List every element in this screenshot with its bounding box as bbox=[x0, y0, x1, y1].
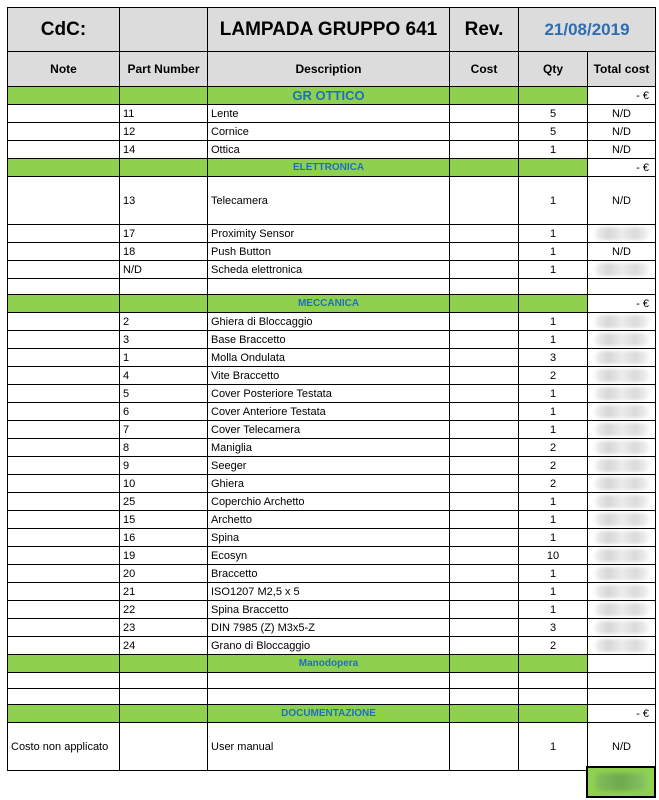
section-cell bbox=[519, 159, 588, 177]
total-cell bbox=[588, 349, 656, 367]
redacted-value bbox=[595, 441, 649, 454]
empty-cell bbox=[120, 673, 208, 689]
table-row bbox=[8, 243, 656, 261]
cost-cell bbox=[450, 457, 519, 475]
total-cell bbox=[588, 511, 656, 529]
table-row bbox=[8, 141, 656, 159]
total-cell bbox=[588, 261, 656, 279]
cost-cell bbox=[450, 421, 519, 439]
part-number-cell: 2 bbox=[120, 313, 208, 331]
section-row-ottico bbox=[8, 87, 656, 105]
table-row bbox=[8, 123, 656, 141]
cost-cell bbox=[450, 565, 519, 583]
total-cell bbox=[588, 457, 656, 475]
qty-cell: 1 bbox=[519, 493, 588, 511]
note-cell bbox=[8, 475, 120, 493]
note-cell bbox=[8, 511, 120, 529]
redacted-value bbox=[595, 639, 649, 652]
part-number-cell: 18 bbox=[120, 243, 208, 261]
grand-total-cell bbox=[586, 766, 656, 798]
table-row bbox=[8, 457, 656, 475]
description-cell: Spina Braccetto bbox=[208, 601, 450, 619]
empty-cell bbox=[450, 689, 519, 705]
section-row-manodopera bbox=[8, 655, 656, 673]
redacted-value bbox=[595, 351, 649, 364]
empty-cell bbox=[8, 673, 120, 689]
qty-cell: 10 bbox=[519, 547, 588, 565]
table-row bbox=[8, 511, 656, 529]
redacted-value bbox=[595, 315, 649, 328]
table-row bbox=[8, 349, 656, 367]
part-number-cell: 23 bbox=[120, 619, 208, 637]
description-cell: Spina bbox=[208, 529, 450, 547]
note-cell bbox=[8, 457, 120, 475]
description-cell: ISO1207 M2,5 x 5 bbox=[208, 583, 450, 601]
qty-cell: 3 bbox=[519, 619, 588, 637]
total-cell bbox=[588, 565, 656, 583]
table-row bbox=[8, 313, 656, 331]
qty-cell: 1 bbox=[519, 723, 588, 771]
redacted-total bbox=[596, 773, 646, 791]
total-cell: N/D bbox=[588, 105, 656, 123]
note-cell bbox=[8, 583, 120, 601]
redacted-value bbox=[595, 459, 649, 472]
empty-cell bbox=[120, 279, 208, 295]
table-row bbox=[8, 619, 656, 637]
part-number-cell: 22 bbox=[120, 601, 208, 619]
cost-cell bbox=[450, 403, 519, 421]
redacted-value bbox=[595, 585, 649, 598]
qty-cell: 1 bbox=[519, 225, 588, 243]
description-cell: Cover Telecamera bbox=[208, 421, 450, 439]
cost-cell bbox=[450, 313, 519, 331]
total-cell bbox=[588, 583, 656, 601]
section-cell bbox=[120, 295, 208, 313]
empty-cell bbox=[450, 279, 519, 295]
table-row bbox=[8, 547, 656, 565]
empty-cell bbox=[208, 689, 450, 705]
cost-cell bbox=[450, 225, 519, 243]
part-number-cell: 11 bbox=[120, 105, 208, 123]
cost-cell bbox=[450, 385, 519, 403]
cost-cell bbox=[450, 123, 519, 141]
note-cell bbox=[8, 261, 120, 279]
part-number-cell: 4 bbox=[120, 367, 208, 385]
qty-cell: 2 bbox=[519, 475, 588, 493]
part-number-cell: 20 bbox=[120, 565, 208, 583]
cost-cell bbox=[450, 105, 519, 123]
section-total: - € bbox=[588, 705, 656, 723]
part-number-cell: N/D bbox=[120, 261, 208, 279]
empty-row bbox=[8, 689, 656, 705]
section-cell bbox=[519, 295, 588, 313]
note-cell bbox=[8, 349, 120, 367]
section-cell bbox=[450, 295, 519, 313]
description-cell: Push Button bbox=[208, 243, 450, 261]
table-row bbox=[8, 529, 656, 547]
cost-sheet-table bbox=[7, 7, 656, 771]
empty-cell bbox=[120, 689, 208, 705]
empty-cell bbox=[519, 689, 588, 705]
cost-cell bbox=[450, 723, 519, 771]
section-title: MECCANICA bbox=[208, 295, 450, 313]
cost-cell bbox=[450, 529, 519, 547]
cost-cell bbox=[450, 367, 519, 385]
qty-cell: 2 bbox=[519, 367, 588, 385]
section-total: - € bbox=[588, 87, 656, 105]
cost-cell bbox=[450, 261, 519, 279]
qty-cell: 3 bbox=[519, 349, 588, 367]
qty-cell: 5 bbox=[519, 123, 588, 141]
section-cell bbox=[450, 87, 519, 105]
description-cell: Cornice bbox=[208, 123, 450, 141]
section-cell bbox=[8, 295, 120, 313]
section-cell bbox=[120, 655, 208, 673]
total-cell bbox=[588, 403, 656, 421]
redacted-value bbox=[595, 549, 649, 562]
redacted-value bbox=[595, 369, 649, 382]
part-number-cell: 19 bbox=[120, 547, 208, 565]
table-row bbox=[8, 225, 656, 243]
note-cell bbox=[8, 421, 120, 439]
section-title: DOCUMENTAZIONE bbox=[208, 705, 450, 723]
section-cell bbox=[519, 705, 588, 723]
note-cell bbox=[8, 529, 120, 547]
description-cell: User manual bbox=[208, 723, 450, 771]
empty-cell bbox=[588, 673, 656, 689]
redacted-value bbox=[595, 495, 649, 508]
redacted-value bbox=[595, 621, 649, 634]
cost-cell bbox=[450, 475, 519, 493]
qty-cell: 1 bbox=[519, 331, 588, 349]
section-cell bbox=[120, 87, 208, 105]
note-cell bbox=[8, 547, 120, 565]
table-row bbox=[8, 723, 656, 771]
cost-cell bbox=[450, 141, 519, 159]
part-number-cell: 13 bbox=[120, 177, 208, 225]
section-total: - € bbox=[588, 295, 656, 313]
section-title: GR OTTICO bbox=[208, 87, 450, 105]
redacted-value bbox=[595, 263, 649, 276]
redacted-value bbox=[595, 405, 649, 418]
cdc-label: CdC: bbox=[8, 8, 120, 52]
note-cell bbox=[8, 225, 120, 243]
total-cell bbox=[588, 619, 656, 637]
description-cell: Ottica bbox=[208, 141, 450, 159]
note-cell bbox=[8, 367, 120, 385]
qty-cell: 1 bbox=[519, 177, 588, 225]
redacted-value bbox=[595, 513, 649, 526]
rev-label: Rev. bbox=[450, 8, 519, 52]
section-cell bbox=[8, 87, 120, 105]
section-cell bbox=[8, 159, 120, 177]
section-total: - € bbox=[588, 159, 656, 177]
table-row bbox=[8, 421, 656, 439]
part-number-cell: 14 bbox=[120, 141, 208, 159]
description-cell: Proximity Sensor bbox=[208, 225, 450, 243]
cost-cell bbox=[450, 493, 519, 511]
total-cell bbox=[588, 313, 656, 331]
qty-cell: 2 bbox=[519, 457, 588, 475]
empty-row bbox=[8, 279, 656, 295]
table-row bbox=[8, 177, 656, 225]
table-row bbox=[8, 475, 656, 493]
table-row bbox=[8, 105, 656, 123]
redacted-value bbox=[595, 567, 649, 580]
redacted-value bbox=[595, 603, 649, 616]
empty-cell bbox=[8, 689, 120, 705]
description-cell: Maniglia bbox=[208, 439, 450, 457]
description-cell: Vite Braccetto bbox=[208, 367, 450, 385]
part-number-cell: 17 bbox=[120, 225, 208, 243]
redacted-value bbox=[595, 227, 649, 240]
col-note: Note bbox=[8, 52, 120, 87]
empty-cell bbox=[208, 673, 450, 689]
redacted-value bbox=[595, 387, 649, 400]
revision-date: 21/08/2019 bbox=[519, 8, 656, 52]
cost-cell bbox=[450, 349, 519, 367]
table-row bbox=[8, 637, 656, 655]
redacted-value bbox=[595, 423, 649, 436]
section-cell bbox=[450, 159, 519, 177]
table-row bbox=[8, 601, 656, 619]
cost-cell bbox=[450, 177, 519, 225]
section-title: Manodopera bbox=[208, 655, 450, 673]
total-cell bbox=[588, 493, 656, 511]
note-cell bbox=[8, 313, 120, 331]
qty-cell: 1 bbox=[519, 601, 588, 619]
total-cell: N/D bbox=[588, 177, 656, 225]
part-number-cell: 8 bbox=[120, 439, 208, 457]
section-cell bbox=[8, 655, 120, 673]
section-row-elettronica bbox=[8, 159, 656, 177]
note-cell bbox=[8, 403, 120, 421]
total-cell bbox=[588, 331, 656, 349]
note-cell bbox=[8, 385, 120, 403]
table-row bbox=[8, 331, 656, 349]
total-cell: N/D bbox=[588, 123, 656, 141]
note-cell bbox=[8, 177, 120, 225]
total-cell bbox=[588, 421, 656, 439]
cost-cell bbox=[450, 547, 519, 565]
part-number-cell: 1 bbox=[120, 349, 208, 367]
description-cell: Coperchio Archetto bbox=[208, 493, 450, 511]
part-number-cell: 15 bbox=[120, 511, 208, 529]
empty-cell bbox=[588, 279, 656, 295]
table-row bbox=[8, 583, 656, 601]
cost-cell bbox=[450, 511, 519, 529]
part-number-cell: 12 bbox=[120, 123, 208, 141]
empty-cell bbox=[519, 279, 588, 295]
empty-cell bbox=[450, 673, 519, 689]
qty-cell: 2 bbox=[519, 439, 588, 457]
note-cell bbox=[8, 619, 120, 637]
note-cell: Costo non applicato bbox=[8, 723, 120, 771]
empty-cell bbox=[8, 279, 120, 295]
note-cell bbox=[8, 565, 120, 583]
part-number-cell: 25 bbox=[120, 493, 208, 511]
cost-cell bbox=[450, 637, 519, 655]
table-row bbox=[8, 439, 656, 457]
description-cell: DIN 7985 (Z) M3x5-Z bbox=[208, 619, 450, 637]
note-cell bbox=[8, 637, 120, 655]
part-number-cell: 16 bbox=[120, 529, 208, 547]
description-cell: Cover Posteriore Testata bbox=[208, 385, 450, 403]
section-row-documentazione bbox=[8, 705, 656, 723]
total-cell: N/D bbox=[588, 243, 656, 261]
redacted-value bbox=[595, 333, 649, 346]
qty-cell: 1 bbox=[519, 565, 588, 583]
total-cell bbox=[588, 547, 656, 565]
total-cell bbox=[588, 225, 656, 243]
note-cell bbox=[8, 601, 120, 619]
col-part-number: Part Number bbox=[120, 52, 208, 87]
section-cell bbox=[8, 705, 120, 723]
section-total-empty bbox=[588, 655, 656, 673]
total-cell bbox=[588, 475, 656, 493]
part-number-cell: 6 bbox=[120, 403, 208, 421]
qty-cell: 1 bbox=[519, 141, 588, 159]
total-cell: N/D bbox=[588, 723, 656, 771]
redacted-value bbox=[595, 531, 649, 544]
column-header-row bbox=[8, 52, 656, 87]
total-cell bbox=[588, 529, 656, 547]
col-description: Description bbox=[208, 52, 450, 87]
note-cell bbox=[8, 141, 120, 159]
redacted-value bbox=[595, 477, 649, 490]
qty-cell: 1 bbox=[519, 529, 588, 547]
part-number-cell: 10 bbox=[120, 475, 208, 493]
part-number-cell: 24 bbox=[120, 637, 208, 655]
title-row bbox=[8, 8, 656, 52]
table-row bbox=[8, 261, 656, 279]
description-cell: Cover Anteriore Testata bbox=[208, 403, 450, 421]
description-cell: Ghiera di Bloccaggio bbox=[208, 313, 450, 331]
section-cell bbox=[519, 87, 588, 105]
description-cell: Archetto bbox=[208, 511, 450, 529]
qty-cell: 5 bbox=[519, 105, 588, 123]
col-cost: Cost bbox=[450, 52, 519, 87]
part-number-cell: 21 bbox=[120, 583, 208, 601]
qty-cell: 1 bbox=[519, 313, 588, 331]
table-row bbox=[8, 367, 656, 385]
qty-cell: 1 bbox=[519, 243, 588, 261]
cost-cell bbox=[450, 243, 519, 261]
total-cell bbox=[588, 601, 656, 619]
cost-cell bbox=[450, 439, 519, 457]
description-cell: Telecamera bbox=[208, 177, 450, 225]
section-cell bbox=[120, 159, 208, 177]
note-cell bbox=[8, 439, 120, 457]
note-cell bbox=[8, 331, 120, 349]
part-number-cell: 7 bbox=[120, 421, 208, 439]
empty-cell bbox=[208, 279, 450, 295]
qty-cell: 1 bbox=[519, 583, 588, 601]
empty-cell bbox=[588, 689, 656, 705]
cost-cell bbox=[450, 619, 519, 637]
part-number-cell: 3 bbox=[120, 331, 208, 349]
table-row bbox=[8, 493, 656, 511]
cost-cell bbox=[450, 331, 519, 349]
empty-cell bbox=[519, 673, 588, 689]
note-cell bbox=[8, 243, 120, 261]
qty-cell: 1 bbox=[519, 261, 588, 279]
section-cell bbox=[120, 705, 208, 723]
description-cell: Lente bbox=[208, 105, 450, 123]
note-cell bbox=[8, 105, 120, 123]
section-cell bbox=[450, 705, 519, 723]
section-cell bbox=[450, 655, 519, 673]
note-cell bbox=[8, 493, 120, 511]
qty-cell: 1 bbox=[519, 385, 588, 403]
part-number-cell: 9 bbox=[120, 457, 208, 475]
section-row-meccanica bbox=[8, 295, 656, 313]
total-cell: N/D bbox=[588, 141, 656, 159]
cost-cell bbox=[450, 583, 519, 601]
qty-cell: 1 bbox=[519, 511, 588, 529]
col-total-cost: Total cost bbox=[588, 52, 656, 87]
total-cell bbox=[588, 637, 656, 655]
description-cell: Base Braccetto bbox=[208, 331, 450, 349]
qty-cell: 2 bbox=[519, 637, 588, 655]
section-cell bbox=[519, 655, 588, 673]
description-cell: Molla Ondulata bbox=[208, 349, 450, 367]
part-number-cell: 5 bbox=[120, 385, 208, 403]
qty-cell: 1 bbox=[519, 403, 588, 421]
section-title: ELETTRONICA bbox=[208, 159, 450, 177]
description-cell: Ghiera bbox=[208, 475, 450, 493]
col-qty: Qty bbox=[519, 52, 588, 87]
table-row bbox=[8, 403, 656, 421]
note-cell bbox=[8, 123, 120, 141]
description-cell: Braccetto bbox=[208, 565, 450, 583]
sheet-title: LAMPADA GRUPPO 641 bbox=[208, 8, 450, 52]
table-row bbox=[8, 385, 656, 403]
empty-row bbox=[8, 673, 656, 689]
description-cell: Scheda elettronica bbox=[208, 261, 450, 279]
table-row bbox=[8, 565, 656, 583]
total-cell bbox=[588, 367, 656, 385]
description-cell: Seeger bbox=[208, 457, 450, 475]
description-cell: Ecosyn bbox=[208, 547, 450, 565]
total-cell bbox=[588, 385, 656, 403]
total-cell bbox=[588, 439, 656, 457]
description-cell: Grano di Bloccaggio bbox=[208, 637, 450, 655]
cost-cell bbox=[450, 601, 519, 619]
part-number-cell bbox=[120, 723, 208, 771]
qty-cell: 1 bbox=[519, 421, 588, 439]
